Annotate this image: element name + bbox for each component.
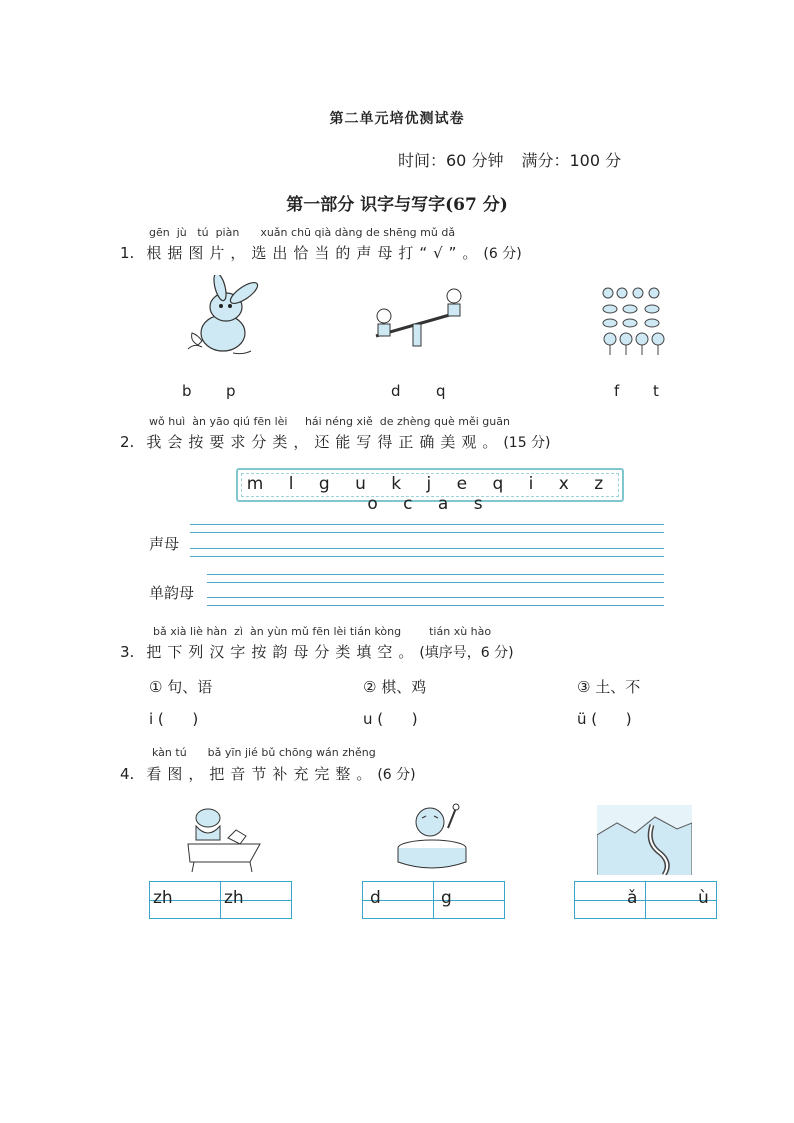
finals-label: 单韵母 — [149, 584, 195, 602]
q1-choice-3-t[interactable]: t — [653, 382, 659, 400]
q4-box-2a[interactable]: d — [362, 881, 434, 919]
q1-question: 1. 根据图片，选出恰当的声母打“√”。(6 分) — [120, 244, 522, 262]
q4-box-1b[interactable]: zh — [220, 881, 292, 919]
q3-option-3: ③ 土、不 — [577, 678, 641, 696]
q2-pinyin: wǒ huì àn yāo qiú fēn lèi hái néng xiě de zhèng què měi guān — [149, 415, 510, 428]
writing-line — [190, 556, 664, 557]
tiger-drum-image — [394, 800, 474, 876]
rabbit-pulling-radish-image — [178, 275, 268, 360]
q3-blank-u[interactable]: u ( ) — [363, 710, 418, 728]
q1-choice-2-q[interactable]: q — [436, 382, 446, 400]
writing-line — [190, 548, 664, 549]
q1-choice-1-p[interactable]: p — [226, 382, 236, 400]
great-wall-image — [597, 805, 692, 875]
q4-box-3a[interactable]: ǎ — [574, 881, 646, 919]
writing-line — [207, 597, 664, 598]
part1-title: 第一部分 识字与写字(67 分) — [286, 195, 508, 215]
writing-line[interactable] — [207, 574, 664, 575]
q3-option-1: ① 句、语 — [149, 678, 213, 696]
writing-line — [190, 532, 664, 533]
q3-option-2: ② 棋、鸡 — [363, 678, 427, 696]
q2-question: 2. 我会按要求分类，还能写得正确美观。(15 分) — [120, 433, 551, 451]
q3-blank-i[interactable]: i ( ) — [149, 710, 199, 728]
frog-at-table-image — [180, 800, 270, 874]
writing-line[interactable] — [190, 524, 664, 525]
exam-meta — [398, 148, 639, 171]
q4-box-1a[interactable]: zh — [149, 881, 221, 919]
q4-pinyin: kàn tú bǎ yīn jié bǔ chōng wán zhěng — [152, 746, 376, 759]
q1-choice-3-f[interactable]: f — [614, 382, 620, 400]
full-score: 满分：100 分 — [521, 151, 622, 170]
q1-choice-2-d[interactable]: d — [391, 382, 401, 400]
writing-line — [207, 605, 664, 606]
q3-pinyin: bǎ xià liè hàn zì àn yùn mǔ fēn lèi tián kòng tián xù hào — [153, 625, 492, 638]
time-limit: 时间：60 分钟 — [398, 151, 504, 170]
q3-question: 3. 把下列汉字按韵母分类填空。(填序号，6 分) — [120, 643, 514, 661]
page-title: 第二单元培优测试卷 — [329, 111, 465, 127]
q4-question: 4. 看图，把音节补充完整。(6 分) — [120, 765, 416, 783]
q1-choice-1-b[interactable]: b — [182, 382, 192, 400]
letters-pool: m l g u k j e q i x z o c a s — [246, 474, 614, 514]
q4-box-3b[interactable]: ù — [645, 881, 717, 919]
q4-box-2b[interactable]: g — [433, 881, 505, 919]
q3-blank-v[interactable]: ü ( ) — [577, 710, 632, 728]
q1-pinyin: gēn jù tú piàn xuǎn chū qià dàng de shēng mǔ dǎ — [149, 226, 456, 239]
seesaw-children-image — [368, 284, 468, 352]
candies-image — [600, 285, 670, 357]
writing-line — [207, 582, 664, 583]
initials-label: 声母 — [149, 535, 180, 553]
